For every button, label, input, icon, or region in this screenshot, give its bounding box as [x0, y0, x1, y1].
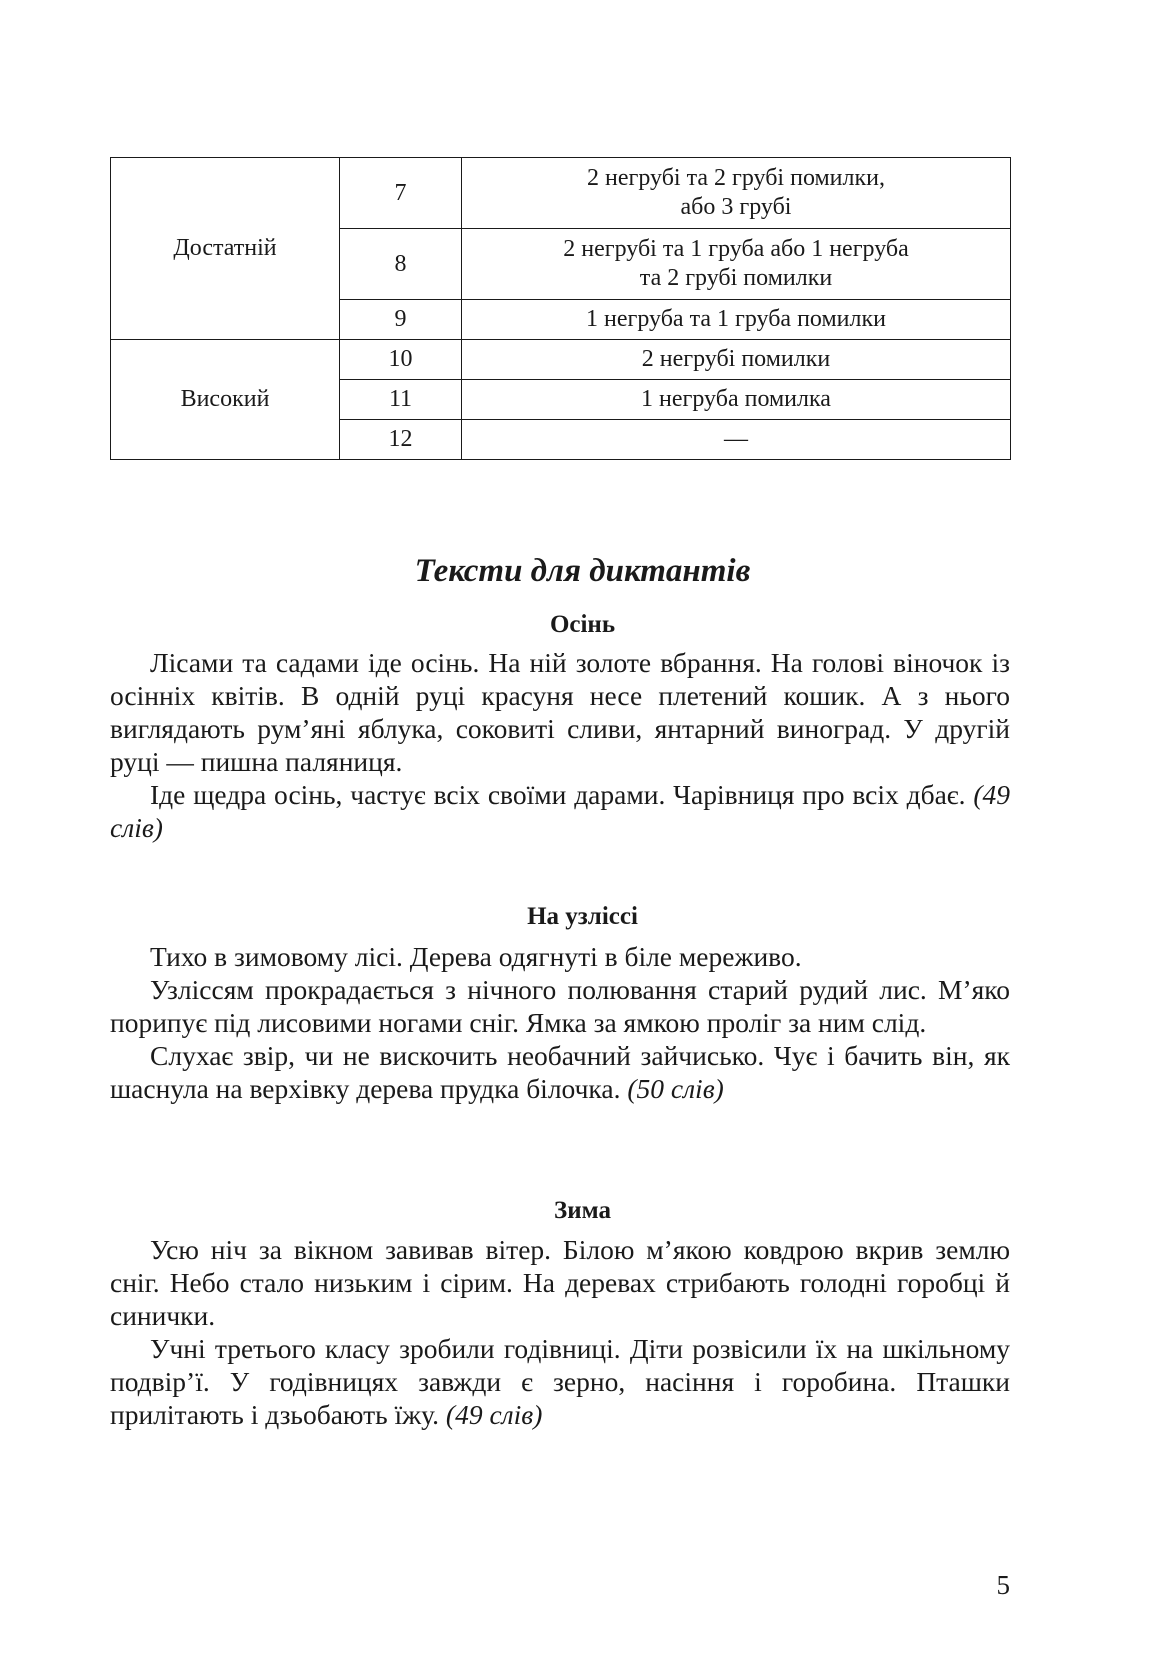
errors-text: або 3 грубі — [680, 194, 792, 220]
paragraph: Узліссям прокрадається з нічного полювання старий рудий лис. М’яко порипує під лисовими ногами сніг. Ямка за ямкою проліг за ним слід. — [110, 974, 1010, 1038]
paragraph: Іде щедра осінь, частує всіх своїми дарами. Чарівниця про всіх дбає. (49 слів) — [110, 779, 1011, 843]
word-count: (49 слів) — [445, 1399, 543, 1430]
errors-text: та 2 грубі помилки — [639, 265, 833, 291]
story-text — [110, 940, 1010, 1105]
grading-table — [110, 157, 1011, 460]
score-cell: 8 — [340, 229, 462, 300]
level-cell: Достатній — [111, 158, 340, 340]
word-count: (49 слів) — [110, 779, 1011, 843]
errors-text: 2 негрубі та 2 грубі помилки, — [586, 165, 885, 191]
score-cell: 7 — [340, 158, 462, 229]
score-cell: 12 — [340, 420, 462, 460]
score-cell: 11 — [340, 380, 462, 420]
score-cell: 9 — [340, 300, 462, 340]
errors-cell: 1 негруба та 1 груба помилки — [462, 300, 1011, 340]
story-title: Осінь — [549, 611, 616, 638]
errors-cell: — — [462, 420, 1011, 460]
paragraph: Лісами та садами іде осінь. На ній золоте вбрання. На голові віночок із осінніх квітів. В одній руці красуня несе плетений кошик. А з нього виглядають рум’яні яблука, соковиті сливи, янтарний виноград. У другій руці — пишна паляниця. — [110, 647, 1010, 777]
errors-cell — [462, 229, 1011, 300]
errors-text: 2 негрубі та 1 груба або 1 негруба — [563, 236, 909, 262]
errors-cell: 2 негрубі помилки — [462, 340, 1011, 380]
paragraph: Слухає звір, чи не вискочить необачний зайчисько. Чує і бачить він, як шаснула на верхівку дерева прудка білочка. (50 слів) — [110, 1040, 1010, 1104]
paragraph: Усю ніч за вікном завивав вітер. Білою м’якою ковдрою вкрив землю сніг. Небо стало низьким і сірим. На деревах стрибають голодні горобці й синички. — [110, 1234, 1010, 1331]
story-text — [110, 646, 1010, 844]
table-row — [111, 340, 1011, 380]
score-cell: 10 — [340, 340, 462, 380]
section-title: Тексти для диктантів — [414, 553, 751, 589]
paragraph: Тихо в зимовому лісі. Дерева одягнуті в біле мереживо. — [150, 941, 802, 972]
story-text — [110, 1233, 1010, 1431]
paragraph: Учні третього класу зробили годівниці. Діти розвісили їх на шкільному подвір’ї. У годівницях завжди є зерно, насіння і горобина. Пташки прилітають і дзьобають їжу. (49 слів) — [110, 1333, 1010, 1430]
story-title: На узліссі — [527, 903, 638, 930]
page-number: 5 — [996, 1570, 1010, 1600]
story-title: Зима — [554, 1197, 611, 1224]
errors-cell — [462, 158, 1011, 229]
table-row — [111, 158, 1011, 229]
level-cell: Високий — [111, 340, 340, 460]
word-count: (50 слів) — [627, 1073, 724, 1104]
errors-cell: 1 негруба помилка — [462, 380, 1011, 420]
